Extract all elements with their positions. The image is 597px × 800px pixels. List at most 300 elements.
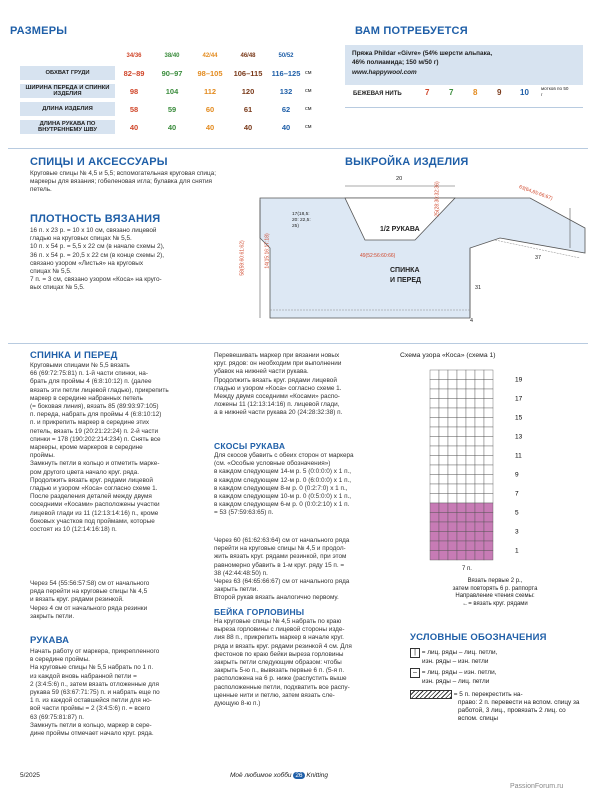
chart-row-number: 13	[515, 433, 523, 441]
divider	[8, 343, 588, 344]
size-header: 46/48	[240, 53, 256, 59]
chart-cell	[475, 475, 484, 485]
measure-neck: 17(18,5: 20: 22,5: 25)	[292, 212, 311, 229]
chart-cell	[439, 399, 448, 409]
chart-cell	[448, 465, 457, 475]
color-unit: мотков по 50 г	[541, 86, 569, 97]
chart-cell	[430, 456, 439, 466]
need-title: ВАМ ПОТРЕБУЕТСЯ	[355, 25, 468, 37]
chart-cell	[430, 532, 439, 542]
chart-cell	[484, 532, 493, 542]
text-line: 66 (69:72:75:81) п. 1-й части спинки, на-	[30, 370, 148, 378]
chart-cell	[448, 370, 457, 380]
brand-name: Knitting	[306, 772, 329, 779]
chart-cell	[466, 408, 475, 418]
text-line: ром другого цвета начало круг. ряда.	[30, 468, 139, 476]
text-line: жить вязать круг. рядами резинкой, при этом	[214, 553, 347, 561]
chart-cell	[457, 484, 466, 494]
text-line: Второй рукав вязать аналогично первому.	[214, 594, 339, 602]
text-line: спинки = 178 (190:202:214:234) п. Снять все	[30, 435, 161, 443]
chart-cell	[475, 427, 484, 437]
chart-cell	[430, 475, 439, 485]
body-text	[30, 362, 210, 534]
chart-cell	[448, 446, 457, 456]
chart-cell	[475, 370, 484, 380]
text-line: 63 (69:75:81:87) п.	[30, 713, 84, 721]
chart-cell	[439, 389, 448, 399]
sizes-rows	[20, 65, 319, 137]
chart-cell	[475, 465, 484, 475]
legend-item	[410, 668, 585, 686]
sizes-table	[20, 49, 319, 63]
chart-cell	[439, 541, 448, 551]
color-value: 7	[449, 88, 454, 97]
chart-title: Схема узора «Коса» (схема 1)	[400, 352, 496, 359]
chart-cell	[466, 475, 475, 485]
chart-cell	[475, 541, 484, 551]
sleeve-label: 1/2 РУКАВА	[380, 226, 420, 233]
chart-cell	[475, 532, 484, 542]
measure-armhole: 14(15:16:17:18)	[264, 233, 271, 269]
chart-cell	[484, 541, 493, 551]
legend-text: = лиц. ряды – изн. петли,	[421, 669, 497, 676]
chart-note: Вязать первые 2 р.,	[467, 578, 523, 584]
mid-text-2	[214, 537, 394, 603]
text-line: в каждом следующем 8-м р. 0 (0:2:7:0) х 1 п.,	[214, 484, 348, 492]
text-line: 7 п. = 3 см, связано узором «Коса» на круго-	[30, 276, 162, 284]
chart-cell	[484, 437, 493, 447]
chart-cell	[448, 541, 457, 551]
chart-cell	[448, 522, 457, 532]
size-value: 120	[241, 86, 255, 96]
yarn-line1: Пряжа Phildar «Givre» (54% шерсти альпака,	[352, 50, 493, 57]
text-line: боковых участков под проймами, которые	[30, 517, 155, 525]
measure-width: 49(52:56:60:66)	[360, 253, 396, 259]
text-line: Продолжить вязать круг. рядами лицевой	[214, 376, 337, 384]
text-line: в каждом следующем 10-м р. 0 (0:5:0:0) х 1 п.,	[214, 493, 352, 501]
sizes-title: РАЗМЕРЫ	[10, 25, 68, 37]
footer-magazine	[230, 772, 328, 779]
chart-cell	[475, 503, 484, 513]
chart-cell	[430, 484, 439, 494]
legend-text: изн. ряды – изн. петли	[422, 658, 489, 665]
chart-cell	[448, 503, 457, 513]
chart-cell	[448, 427, 457, 437]
chart-cell	[457, 437, 466, 447]
text-line: закрыть петли следующим образом: чтобы	[214, 659, 342, 667]
color-value: 10	[520, 88, 529, 97]
text-line: соседними «Косами» расположены участки	[30, 501, 160, 509]
neck-text	[214, 618, 394, 708]
text-line: ряда и вязать круг. рядами резинкой 4 см. Для	[214, 642, 352, 650]
chart-cell	[466, 437, 475, 447]
chart-cell	[484, 408, 493, 418]
chart-cell	[439, 380, 448, 390]
text-line: петель, вязать 19 (20:21:22:24) п. 2-й части	[30, 427, 159, 435]
chart-cell	[457, 513, 466, 523]
text-line: брать для проймы 4 (6:8:10:12) п. (далее	[30, 378, 152, 386]
tools-title: СПИЦЫ И АКСЕССУАРЫ	[30, 156, 168, 168]
text-line: 2 (3:4:5:6) п., затем вязать отложенные для	[30, 680, 159, 688]
chart-cell	[430, 541, 439, 551]
chart-cell	[466, 465, 475, 475]
size-header: 42/44	[202, 53, 218, 59]
chart-cell	[457, 399, 466, 409]
bevel-text	[214, 452, 394, 518]
legend-item	[410, 690, 585, 723]
chart-cell	[439, 437, 448, 447]
text-line: Замкнуть петли в кольцо и отметить марке-	[30, 460, 160, 468]
chart-cell	[484, 456, 493, 466]
chart-cell	[439, 427, 448, 437]
size-unit: см	[305, 88, 312, 94]
chart-cell	[448, 456, 457, 466]
chart-cell	[439, 456, 448, 466]
legend-text: изн. ряды – лиц. петли	[422, 678, 490, 685]
chart-cell	[457, 456, 466, 466]
size-value: 98	[129, 86, 139, 96]
sizes-table-wrap	[20, 49, 340, 63]
chart-cell	[466, 532, 475, 542]
chart-cell	[484, 370, 493, 380]
text-line: равномерно убавить в 1-м круг. ряду 15 п. =	[214, 561, 345, 569]
yarn-site[interactable]: www.happywool.com	[352, 69, 417, 76]
size-unit: см	[305, 70, 312, 76]
size-value: 58	[129, 104, 139, 114]
size-row	[20, 119, 319, 135]
text-line: 1 п. из каждой оставшейся петли для но-	[30, 697, 152, 705]
legend-text: = 5 п. перекрестить на-	[453, 691, 523, 699]
chart-cell	[475, 446, 484, 456]
gauge-text	[30, 227, 235, 293]
neck-title: БЕЙКА ГОРЛОВИНЫ	[214, 607, 305, 617]
chart-cell	[475, 456, 484, 466]
size-value: 104	[165, 86, 179, 96]
purl-symbol-icon: –	[410, 668, 420, 678]
text-line: а в нижней части рукава 20 (24:28:32:38) п.	[214, 409, 343, 417]
chart-cell	[430, 408, 439, 418]
color-row	[345, 85, 583, 108]
text-line: гладью на круговых спицах № 5,5.	[30, 235, 132, 243]
text-line: гладью и узором «Коса» согласно схеме 1.	[214, 384, 342, 392]
chart-cell	[466, 503, 475, 513]
chart-cell	[457, 541, 466, 551]
chart-cell	[466, 418, 475, 428]
chart-cell	[484, 484, 493, 494]
size-value: 98–105	[197, 68, 223, 78]
text-line: (см. «Особые условные обозначения»)	[214, 460, 331, 468]
text-line: состоят из 10 (12:14:16:18) п.	[30, 526, 117, 534]
chart-note: затем повторять 6 р. раппорта	[452, 585, 538, 592]
chart-cell	[484, 389, 493, 399]
chart-cell	[439, 513, 448, 523]
chart-cell	[466, 513, 475, 523]
text-line: ряда перейти на круговые спицы № 4,5	[30, 588, 148, 596]
text-line: п. и прикрепить маркер в середине этих	[30, 419, 150, 427]
chart-cell	[475, 389, 484, 399]
chart-cell	[448, 475, 457, 485]
text-line: Через 60 (61:62:63:64) см от начального ряда	[214, 537, 350, 544]
text-line: лицевой глади из 11 (12:13:14:16) п., кроме	[30, 509, 159, 517]
text-line: выреза горловины с лицевой стороны изде-	[214, 626, 345, 634]
text-line: 38 (42:44:48:50) п.	[214, 569, 268, 577]
chart-cell	[448, 389, 457, 399]
chart-cell	[484, 513, 493, 523]
measure-cuff: 31	[475, 285, 481, 291]
magazine-name: Моё любимое хобби	[230, 772, 292, 779]
chart-cell	[466, 427, 475, 437]
chart-cell	[457, 503, 466, 513]
chart-cell	[448, 437, 457, 447]
chart-cell	[448, 484, 457, 494]
color-value: 8	[473, 88, 478, 97]
text-line: спицах № 5,5.	[30, 268, 72, 276]
body-label-2: И ПЕРЕД	[390, 277, 422, 284]
chart-grid	[425, 365, 565, 565]
text-line: Между двумя соседними «Косами» распо-	[214, 393, 340, 401]
text-line: дующую 8-ю п.)	[214, 700, 261, 708]
chart-cell	[475, 380, 484, 390]
chart-cell	[448, 408, 457, 418]
size-value: 59	[167, 104, 177, 114]
text-line: вой части проймы = 2 (3:4:5:6) п. = всего	[30, 705, 151, 713]
chart-cell	[457, 370, 466, 380]
color-label: БЕЖЕВАЯ НИТЬ	[353, 91, 402, 97]
knit-symbol-icon: |	[410, 648, 420, 658]
divider	[8, 148, 588, 149]
size-value: 40	[167, 122, 177, 132]
size-value: 62	[281, 104, 291, 114]
chart-cell	[430, 370, 439, 380]
size-row	[20, 65, 319, 81]
chart-cell	[430, 427, 439, 437]
chart-cell	[475, 399, 484, 409]
chart-cell	[466, 399, 475, 409]
chart-cell	[484, 494, 493, 504]
text-line: перейти на круговые спицы № 4,5 и продол-	[214, 545, 346, 553]
size-value: 112	[203, 86, 217, 96]
chart-row-number: 5	[515, 509, 519, 517]
size-row	[20, 83, 319, 99]
chart-cell	[475, 494, 484, 504]
tools-text: Круговые спицы № 4,5 и 5,5; вспомогательная круговая спица; маркеры для вязания; гобеленовая игла; булавка для снятия петель.	[30, 170, 216, 194]
chart-cell	[448, 418, 457, 428]
color-value: 7	[425, 88, 430, 97]
chart-cell	[457, 446, 466, 456]
chart-cell	[439, 484, 448, 494]
chart-cell	[466, 522, 475, 532]
chart-cell	[484, 418, 493, 428]
chart-cell	[430, 513, 439, 523]
chart-note: = вязать круг. рядами	[468, 600, 528, 607]
chart-cell	[466, 370, 475, 380]
text-line: Перевешивать маркер при вязании новых	[214, 352, 340, 359]
legend-text: = лиц. ряды – лиц. петли,	[421, 649, 498, 656]
measure-yoke: 25(28:30:32:36)	[434, 181, 441, 217]
text-line: в каждом следующем 14-м р. 5 (0:0:0:0) х 1 п.,	[214, 468, 352, 476]
chart-cell	[439, 494, 448, 504]
size-row-label: ДЛИНА РУКАВА ПО ВНУТРЕННЕМУ ШВУ	[20, 120, 115, 134]
chart-cell	[439, 370, 448, 380]
text-line: дине проймы отмечает начало круг. ряда.	[30, 730, 154, 738]
chart-cell	[430, 503, 439, 513]
chart-cell	[439, 465, 448, 475]
text-line: Круговыми спицами № 5,5 вязать	[30, 362, 130, 369]
text-line: 10 п. х 54 р. = 5,5 х 22 см (в начале схемы 2),	[30, 243, 165, 251]
text-line: в середине проймы.	[30, 656, 90, 664]
size-value: 132	[279, 86, 293, 96]
chart-cell	[475, 522, 484, 532]
measure-body-bottom: 4	[470, 318, 473, 324]
body-text-2	[30, 580, 210, 621]
chart-cell	[430, 446, 439, 456]
chart-cell	[439, 522, 448, 532]
yarn-line2: 46% полиамида; 150 м/50 г)	[352, 59, 439, 66]
text-line: вязать эти петли лицевой гладью), прикрепить	[30, 386, 169, 394]
text-line: На круговые спицы № 4,5 набрать по краю	[214, 618, 342, 625]
chart-row-number: 15	[515, 414, 523, 422]
size-value: 40	[243, 122, 253, 132]
chart-cell	[457, 408, 466, 418]
text-line: Замкнуть петли в кольцо, маркер в сере-	[30, 721, 152, 729]
text-line: Продолжить вязать круг. рядами лицевой	[30, 476, 153, 484]
size-value: 60	[205, 104, 215, 114]
chart-cell	[466, 484, 475, 494]
text-line: Через 63 (64:65:66:67) см от начального ряда	[214, 578, 350, 586]
text-line: После разделения деталей между двумя	[30, 493, 152, 501]
size-value: 106–115	[233, 68, 263, 78]
text-line: фестонов по краю бейки выреза горловины	[214, 650, 344, 658]
mid-text	[214, 352, 394, 418]
text-line: в каждом следующем 12-м р. 0 (6:0:0:0) х 1 п.,	[214, 476, 352, 484]
text-line: в каждом следующем 6-м р. 0 (0:0:2:10) х 1 п.	[214, 501, 350, 509]
text-line: закрыть петли.	[30, 612, 75, 620]
chart-cell	[430, 494, 439, 504]
chart-cell	[448, 532, 457, 542]
chart-cell	[475, 484, 484, 494]
chart-row-number: 11	[515, 452, 522, 460]
cable-cross-icon	[410, 690, 452, 699]
chart-cell	[430, 551, 439, 561]
chart-cell	[430, 389, 439, 399]
size-header: 34/36	[126, 53, 142, 59]
chart-cell	[475, 437, 484, 447]
chart-cell	[448, 380, 457, 390]
issue-number: 5/2025	[20, 772, 40, 779]
size-value: 40	[281, 122, 291, 132]
size-value: 40	[129, 122, 139, 132]
chart-cell	[448, 399, 457, 409]
text-line: гладью и узором «Коса» согласно схеме 1.	[30, 485, 158, 493]
sleeve-title: РУКАВА	[30, 635, 70, 646]
size-unit: см	[305, 106, 312, 112]
chart-cell	[439, 532, 448, 542]
chart-cell	[430, 380, 439, 390]
size-header: 38/40	[164, 53, 180, 59]
chart-cell	[475, 418, 484, 428]
chart-cell	[475, 408, 484, 418]
chart-cell	[457, 494, 466, 504]
legend-title: УСЛОВНЫЕ ОБОЗНАЧЕНИЯ	[410, 632, 547, 643]
chart-cell	[466, 389, 475, 399]
chart-cell	[466, 456, 475, 466]
chart-cell	[466, 446, 475, 456]
chart-cell	[484, 465, 493, 475]
text-line: расположенные петли, подхватить все распу-	[214, 683, 350, 691]
text-line: маркеры, кроме маркеров в середине	[30, 444, 143, 452]
chart-notes	[410, 578, 580, 608]
size-row-label: ШИРИНА ПЕРЕДА И СПИНКИ ИЗДЕЛИЯ	[20, 84, 115, 98]
measure-length: 58(59:60:61:62)	[239, 240, 246, 276]
chart-cell	[466, 494, 475, 504]
chart-cell	[484, 427, 493, 437]
sleeve-text	[30, 648, 210, 738]
chart-cell	[457, 532, 466, 542]
arrow-left-icon: ←	[462, 600, 469, 607]
chart-cell	[439, 446, 448, 456]
text-line: На круговые спицы № 5,5 набрать по 1 п.	[30, 664, 154, 672]
size-header: 50/52	[278, 53, 294, 59]
chart-cell	[484, 475, 493, 485]
chart-cell	[439, 418, 448, 428]
chart-cell	[430, 437, 439, 447]
text-line: закрыть 5-ю п., вывязать первые 6 п. (5-я п.	[214, 667, 345, 675]
chart-cell	[466, 551, 475, 561]
text-line: Через 54 (55:56:57:58) см от начального	[30, 580, 150, 587]
chart-cell	[457, 389, 466, 399]
size-row-label: ДЛИНА ИЗДЕЛИЯ	[20, 102, 115, 116]
chart-cell	[430, 418, 439, 428]
chart-cell	[448, 494, 457, 504]
text-line: вых спицах № 5,5.	[30, 284, 85, 292]
text-line: Для скосов убавить с обеих сторон от маркера	[214, 452, 354, 459]
chart-cell	[457, 522, 466, 532]
text-line: Через 4 см от начального ряда резинки	[30, 604, 148, 612]
text-line: убавок на нижней части рукава.	[214, 368, 309, 376]
measure-raglan: 63(64,65:66:67)	[518, 184, 554, 202]
text-line: лия 88 п., прикрепить маркер в начале круг.	[214, 634, 344, 642]
chart-cell	[475, 513, 484, 523]
text-line: маркер в середине набранных петель	[30, 394, 143, 402]
chart-cell	[457, 551, 466, 561]
measure-top: 20	[396, 176, 403, 182]
text-line: 36 п. х 54 р. = 20,5 х 22 см (в конце схемы 2),	[30, 251, 165, 259]
chart-cell	[439, 475, 448, 485]
chart-cell	[484, 446, 493, 456]
text-line: круг. рядов: он необходим при выполнении	[214, 360, 342, 368]
text-line: из каждой вновь набранной петли =	[30, 672, 137, 680]
chart-cell	[457, 475, 466, 485]
text-line: закрыть петли.	[214, 586, 259, 594]
chart-cell	[430, 465, 439, 475]
text-line: п. переда, набрать для проймы 4 (6:8:10:12)	[30, 411, 162, 419]
size-row	[20, 101, 319, 117]
size-value: 116–125	[271, 68, 301, 78]
text-line: 16 п. х 23 р. = 10 х 10 см, связано лицевой	[30, 227, 157, 234]
text-line: = 53 (57:59:63:65) п.	[214, 509, 274, 517]
size-value: 82–89	[123, 68, 145, 78]
text-line: ложены 11 (12:13:14:16) п. лицевой глади,	[214, 401, 340, 409]
text-line: проймы.	[30, 452, 55, 460]
chart-cell	[448, 513, 457, 523]
chart-row-number: 3	[515, 528, 519, 536]
pattern-title: ВЫКРОЙКА ИЗДЕЛИЯ	[345, 156, 469, 168]
chart-cell	[484, 551, 493, 561]
chart-cell	[484, 380, 493, 390]
chart-cell	[448, 551, 457, 561]
chart-cell	[457, 427, 466, 437]
measure-sleeve: 37	[535, 255, 541, 261]
